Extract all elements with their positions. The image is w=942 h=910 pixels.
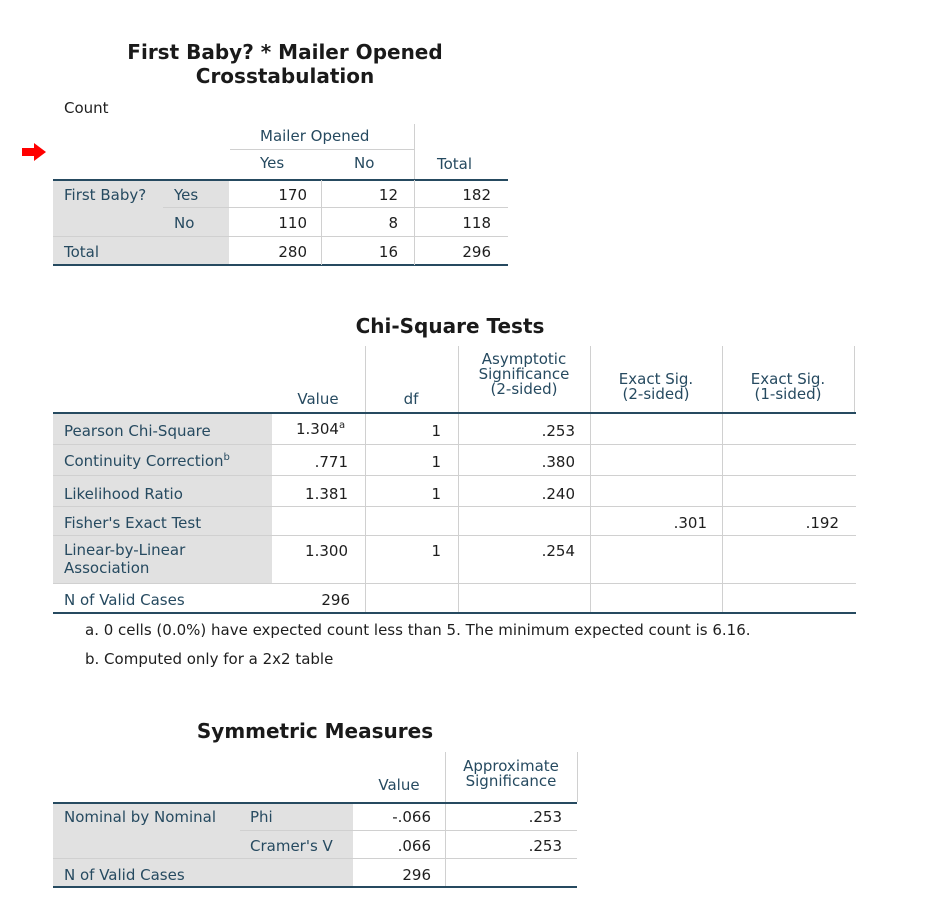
- sym-n-valid-value: 296: [402, 866, 431, 884]
- chisq-header-df: df: [403, 390, 419, 408]
- chisq-row-likelihood: Likelihood Ratio: [64, 485, 183, 503]
- crosstab-header-divider: [414, 124, 415, 181]
- chisq-row-rule-4: [53, 535, 856, 536]
- chisq-row-rule-1: [53, 444, 856, 445]
- chisq-row-rule-2: [53, 475, 856, 476]
- sym-bottom-rule: [53, 886, 577, 888]
- crosstab-title-line2: Crosstabulation: [195, 64, 375, 88]
- col-header-total: Total: [437, 155, 473, 173]
- sym-cramers-sig: .253: [528, 837, 562, 855]
- sym-row-rule-1: [240, 830, 577, 831]
- chisq-header-exact1-line2: (1-sided): [754, 385, 822, 403]
- chisq-n-valid-value: 296: [321, 591, 350, 609]
- crosstab-bottom-rule: [53, 264, 508, 266]
- chisq-col-divider-4: [722, 346, 723, 614]
- crosstab-title: [100, 40, 470, 88]
- chisq-row-fisher: Fisher's Exact Test: [64, 514, 202, 532]
- cell-total-yes: 280: [278, 243, 307, 261]
- chisq-col-divider-5: [854, 346, 855, 412]
- row-label-total: Total: [64, 243, 100, 261]
- cell-no-total: 118: [462, 214, 491, 232]
- chisq-col-divider-3: [590, 346, 591, 614]
- sym-row-cramers-v: Cramer's V: [250, 837, 333, 855]
- footnote-a: a. 0 cells (0.0%) have expected count less than 5. The minimum expected count is 6.16.: [85, 621, 751, 639]
- cell-total-no: 16: [378, 243, 398, 261]
- count-label: Count: [64, 99, 109, 117]
- chisq-pearson-value: [296, 420, 345, 438]
- chisq-top-rule: [53, 412, 856, 414]
- crosstab-col-divider-2: [414, 180, 415, 265]
- chisq-header-exact2-line1: Exact Sig.: [618, 370, 694, 388]
- chisq-row-continuity: [64, 452, 230, 470]
- chisq-row-pearson-label: Pearson Chi-Square: [64, 422, 211, 440]
- chisq-col-divider-2: [458, 346, 459, 614]
- col-group-mailer-opened: Mailer Opened: [260, 127, 370, 145]
- chisq-col-divider-1: [365, 346, 366, 614]
- chisq-linear-asym: .254: [541, 542, 575, 560]
- chi-square-title: Chi-Square Tests: [355, 314, 545, 338]
- chisq-header-exact2: [590, 372, 722, 402]
- crosstab-row-rule-2: [53, 236, 508, 237]
- chisq-pearson-df: 1: [431, 422, 441, 440]
- chisq-row-continuity-label: Continuity Correction: [64, 452, 224, 470]
- chisq-header-asym-line3: (2-sided): [490, 380, 558, 398]
- row-var-first-baby: First Baby?: [64, 186, 147, 204]
- sym-cramers-value: .066: [397, 837, 431, 855]
- chisq-likelihood-value: 1.381: [305, 485, 348, 503]
- chisq-bottom-rule: [53, 612, 856, 614]
- sym-row-phi: Phi: [250, 808, 273, 826]
- chisq-row-n-valid: N of Valid Cases: [64, 591, 185, 609]
- chisq-row-rule-3: [53, 506, 856, 507]
- chisq-fisher-exact1: .192: [805, 514, 839, 532]
- chisq-likelihood-asym: .240: [541, 485, 575, 503]
- chisq-header-asym-line2: Significance: [478, 365, 570, 383]
- footnote-b: b. Computed only for a 2x2 table: [85, 650, 334, 668]
- chisq-header-asym-line1: Asymptotic: [481, 350, 567, 368]
- sym-row-n-valid: N of Valid Cases: [64, 866, 185, 884]
- chisq-header-exact1: [722, 372, 854, 402]
- cell-total-total: 296: [462, 243, 491, 261]
- row-label-yes: Yes: [174, 186, 199, 204]
- sym-header-approx-line1: Approximate: [463, 757, 559, 775]
- chisq-row-rule-5: [53, 583, 856, 584]
- chisq-header-asym: [458, 352, 590, 397]
- crosstab-top-rule: [53, 179, 508, 181]
- red-arrow-icon: [22, 143, 46, 161]
- footnote-marker-b: b: [223, 452, 230, 463]
- sym-col-divider-right: [577, 752, 578, 802]
- chisq-continuity-df: 1: [431, 453, 441, 471]
- chisq-pearson-value-num: 1.304: [296, 420, 339, 438]
- chisq-header-exact2-line2: (2-sided): [622, 385, 690, 403]
- crosstab-row-rule-1: [163, 207, 508, 208]
- chisq-pearson-asym: .253: [541, 422, 575, 440]
- sym-group-nominal: Nominal by Nominal: [64, 808, 217, 826]
- col-header-yes: Yes: [260, 154, 285, 172]
- cell-no-yes: 110: [278, 214, 307, 232]
- chisq-linear-value: 1.300: [305, 542, 348, 560]
- footnote-marker-a: a: [338, 420, 346, 431]
- cell-yes-no: 12: [378, 186, 398, 204]
- symmetric-measures-title: Symmetric Measures: [196, 719, 434, 743]
- crosstab-header-rule: [230, 149, 414, 150]
- sym-top-rule: [53, 802, 577, 804]
- col-header-no: No: [354, 154, 375, 172]
- chisq-row-pearson: [64, 422, 211, 440]
- chisq-header-value: Value: [297, 390, 339, 408]
- chisq-header-exact1-line1: Exact Sig.: [750, 370, 826, 388]
- row-label-no: No: [174, 214, 195, 232]
- cell-no-no: 8: [388, 214, 398, 232]
- chisq-continuity-asym: .380: [541, 453, 575, 471]
- chisq-fisher-exact2: .301: [673, 514, 707, 532]
- chisq-linear-df: 1: [431, 542, 441, 560]
- sym-header-approx-line2: Significance: [465, 772, 557, 790]
- cell-yes-total: 182: [462, 186, 491, 204]
- chisq-row-linear-line1: Linear-by-Linear: [64, 541, 186, 559]
- sym-header-value: Value: [378, 776, 420, 794]
- sym-phi-value: -.066: [392, 808, 431, 826]
- crosstab-col-divider-1: [321, 180, 322, 265]
- sym-row-rule-2: [53, 858, 577, 859]
- chisq-row-linear-line2: Association: [64, 559, 150, 577]
- chisq-likelihood-df: 1: [431, 485, 441, 503]
- crosstab-title-line1: First Baby? * Mailer Opened: [127, 40, 443, 64]
- cell-yes-yes: 170: [278, 186, 307, 204]
- chisq-continuity-value: .771: [314, 453, 348, 471]
- chisq-row-linear: [64, 541, 185, 577]
- sym-header-approx: [445, 759, 577, 789]
- sym-phi-sig: .253: [528, 808, 562, 826]
